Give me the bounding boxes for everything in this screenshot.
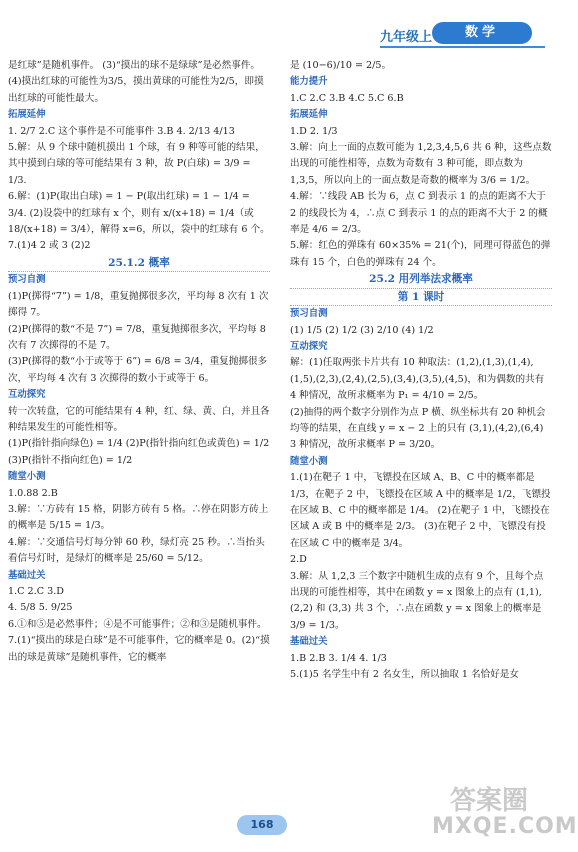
- answer-paragraph: 6.①和⑤是必然事件；④是不可能事件；②和③是随机事件。: [8, 618, 267, 630]
- answer-paragraph: 7.(1)4 2 或 3 (2)2: [8, 240, 91, 252]
- section-heading: 随堂小测: [8, 471, 46, 483]
- answer-paragraph: (2)抽得的两个数字分别作为点 P 横、纵坐标共有 20 种机会均等的结果，在直线 y = x − 2 上的只有 (3,1),(4,2),(6,4) 3 种情况，故所求概率 P = 3/20。: [290, 406, 546, 451]
- answer-paragraph: 5.(1)5 名学生中有 2 名女生，所以抽取 1 名恰好是女: [290, 669, 519, 681]
- answer-paragraph: 4. 5/8 5. 9/25: [8, 602, 73, 614]
- answer-paragraph: (1)P(掷得“7”) = 1/8，重复抛掷很多次，平均每 8 次有 1 次掷得 7。: [8, 290, 269, 319]
- answer-paragraph: 1.B 2.B 3. 1/4 4. 1/3: [290, 652, 387, 664]
- answer-paragraph: 3.解：向上一面的点数可能为 1,2,3,4,5,6 共 6 种，这些点数出现的可能性相等，点数为奇数有 3 种可能，即点数为 1,3,5，所以向上的一面点数是奇数的概率为 3/6 = 1/2。: [290, 142, 552, 186]
- page-number: 168: [237, 815, 287, 835]
- section-heading: 基础过关: [290, 636, 328, 648]
- section-heading: 预习自测: [290, 308, 328, 320]
- answer-paragraph: 是红球”是随机事件。 (3)“摸出的球不是绿球”是必然事件。 (4)摸出红球的可能性为3/5，摸出黄球的可能性为2/5，即摸出红球的可能性最大。: [8, 60, 264, 104]
- lesson-title: 第 1 课时: [290, 289, 552, 306]
- answer-paragraph: (2)P(掷得的数“不是 7”) = 7/8，重复抛掷很多次，平均每 8 次有 7 次掷得的不是 7。: [8, 323, 266, 351]
- answer-paragraph: 1.(1)在靶子 1 中，飞镖投在区域 A、B、C 中的概率都是 1/3，在靶子 2 中，飞镖投在区域 A 中的概率是 1/2，飞镖投在区域 B、C 中的概率都是 1/4。 (2)在靶子 1 中，飞镖投在区域 A 或 B 中的概率是 2/3。 (3)在靶子 2 中，飞镖没有投在区域 C 中的概率是 3/4。: [290, 472, 551, 549]
- answer-paragraph: 4.解：∵线段 AB 长为 6，点 C 到表示 1 的点的距离不大于 2 的线段长为 4，∴点 C 到表示 1 的点的距离不大于 2 的概率是 4/6 = 2/3。: [290, 191, 548, 236]
- answer-paragraph: 3.解：从 1,2,3 三个数字中随机生成的点有 9 个，且每个点出现的可能性相等，其中在函数 y = x 图象上的点有 (1,1),(2,2) 和 (3,3) 共 3 个，∴点在函数 y = x 图象上的概率是 3/9 = 1/3。: [290, 570, 544, 631]
- header-rule: [380, 46, 545, 48]
- answer-paragraph: 3.解：∵方砖有 15 格，阴影方砖有 5 格。∴停在阴影方砖上的概率是 5/15 = 1/3。: [8, 503, 269, 532]
- answer-paragraph: 1. 2/7 2.C 这个事件是不可能事件 3.B 4. 2/13 4/13: [8, 125, 235, 137]
- section-heading: 随堂小测: [290, 455, 328, 467]
- lesson-title: 25.2 用列举法求概率: [290, 271, 552, 288]
- answer-paragraph: 5.解：红色的弹珠有 60×35% = 21(个)，同理可得蓝色的弹珠有 15 个，白色的弹珠有 24 个。: [290, 240, 551, 268]
- watermark-logo: [420, 780, 578, 850]
- subject-badge: 数学: [432, 22, 532, 44]
- answer-paragraph: 4.解：∵交通信号灯每分钟 60 秒，绿灯亮 25 秒。∴当抬头看信号灯时，是绿灯的概率是 25/60 = 5/12。: [8, 536, 265, 565]
- answer-paragraph: (3)P(掷得的数“小于或等于 6”) = 6/8 = 3/4，重复抛掷很多次，平均每 4 次有 3 次掷得的数小于或等于 6。: [8, 356, 268, 384]
- answer-paragraph: 解：(1)任取两张卡片共有 10 种取法：(1,2),(1,3),(1,4),(1,5),(2,3),(2,4),(2,5),(3,4),(3,5),(4,5)，和为偶数的共有 4 种情况，故所求概率为 P₁ = 4/10 = 2/5。: [290, 357, 545, 402]
- section-heading: 拓展延伸: [8, 109, 46, 121]
- section-heading: 基础过关: [8, 569, 46, 581]
- answer-paragraph: 6.解：(1)P(取出白球) = 1 − P(取出红球) = 1 − 1/4 = 3/4. (2)设袋中的红球有 x 个，则有 x/(x+18) = 1/4（或 18/(x+18) = 3/4），解得 x=6，所以，袋中的红球有 6 个。: [8, 191, 270, 236]
- section-heading: 互动探究: [8, 389, 46, 401]
- answer-paragraph: 1.0.88 2.B: [8, 487, 58, 499]
- section-heading: 互动探究: [290, 340, 328, 352]
- answer-paragraph: 5.解：从 9 个球中随机摸出 1 个球，有 9 种等可能的结果，其中摸到白球的等可能结果有 3 种，故 P(白球) = 3/9 = 1/3.: [8, 142, 265, 186]
- answer-paragraph: 2.D: [290, 554, 307, 566]
- answer-paragraph: 1.D 2. 1/3: [290, 125, 338, 137]
- answer-paragraph: (1)P(指针指向绿色) = 1/4 (2)P(指针指向红色或黄色) = 1/2: [8, 438, 270, 450]
- lesson-title: 25.1.2 概率: [8, 255, 270, 272]
- answer-paragraph: (3)P(指针不指向红色) = 1/2: [8, 454, 133, 466]
- watermark-text-bottom: MXQE.COM: [432, 814, 578, 839]
- answer-paragraph: (1) 1/5 (2) 1/2 (3) 2/10 (4) 1/2: [290, 324, 434, 336]
- right-column: [290, 58, 552, 683]
- section-heading: 预习自测: [8, 274, 46, 286]
- answer-paragraph: 转一次转盘，它的可能结果有 4 种，红、绿、黄、白，并且各种结果发生的可能性相等。: [8, 405, 270, 433]
- answer-paragraph: 是 (10−6)/10 = 2/5。: [290, 60, 392, 71]
- answer-paragraph: 1.C 2.C 3.D: [8, 586, 64, 597]
- page-header: [380, 22, 550, 46]
- grade-label: 九年级上: [380, 30, 433, 45]
- answer-paragraph: 7.(1)“摸出的球是白球”是不可能事件，它的概率是 0。(2)“摸出的球是黄球”是随机事件，它的概率: [8, 635, 270, 663]
- section-heading: 拓展延伸: [290, 109, 328, 121]
- section-heading: 能力提升: [290, 76, 328, 88]
- left-column: [8, 58, 270, 666]
- watermark-text-top: 答案圈: [450, 786, 529, 816]
- answer-paragraph: 1.C 2.C 3.B 4.C 5.C 6.B: [290, 92, 404, 104]
